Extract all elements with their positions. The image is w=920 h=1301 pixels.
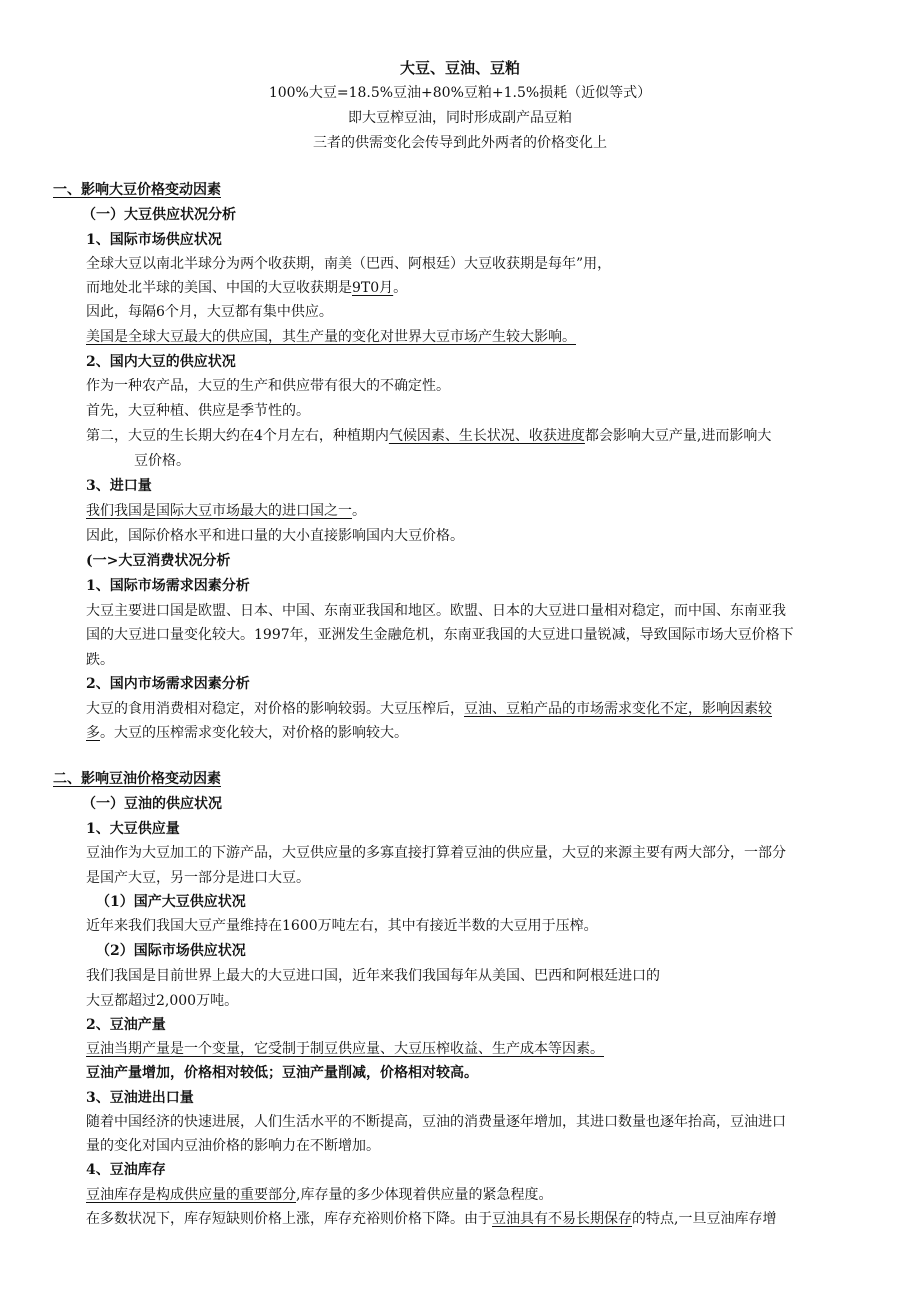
s1-item-3-heading: 3、进口量: [86, 478, 152, 494]
paragraph-line: 豆油作为大豆加工的下游产品，大豆供应量的多寡直接打算着豆油的供应量，大豆的来源主要有两大部分，一部分: [86, 845, 786, 861]
paragraph-line: 豆价格。: [134, 453, 190, 469]
paragraph-line: 随着中国经济的快速进展，人们生活水平的不断提高，豆油的消费量逐年增加，其进口数量也逐年抬高，豆油进口: [86, 1114, 786, 1130]
paragraph-line: 首先，大豆种植、供应是季节性的。: [86, 403, 310, 419]
paragraph-line: [86, 699, 772, 719]
text-span: 大豆的食用消费相对稳定，对价格的影响较弱。大豆压榨后，: [86, 701, 464, 717]
underlined-text: 我们我国是国际大豆市场最大的进口国之一: [86, 503, 352, 519]
paragraph-line: 是国产大豆，另一部分是进口大豆。: [86, 870, 310, 886]
text-span: 第二，大豆的生长期大约在4个月左右，种植期内: [86, 428, 389, 444]
paragraph-line: [86, 501, 366, 521]
paragraph-line: [86, 426, 771, 446]
s2-item-1-heading: 1、大豆供应量: [86, 821, 180, 837]
underlined-text: 9T0月: [352, 280, 394, 296]
paragraph-line: 近年来我们我国大豆产量维持在1600万吨左右，其中有接近半数的大豆用于压榨。: [86, 918, 598, 934]
intro-line-2: 即大豆榨豆油，同时形成副产品豆粕: [348, 110, 572, 126]
underlined-text: 豆油、豆粕产品的市场需求变化不定，影响因素较: [464, 701, 772, 717]
s1-sub2-item-1-heading: 1、国际市场需求因素分析: [86, 578, 250, 594]
text-span: 。大豆的压榨需求变化较大，对价格的影响较大。: [100, 725, 408, 741]
paragraph-line: 大豆都超过2,000万吨。: [86, 993, 239, 1009]
formula-line: 100%大豆=18.5%豆油+80%豆粕+1.5%损耗（近似等式）: [268, 85, 652, 101]
paragraph-line: 作为一种农产品，大豆的生产和供应带有很大的不确定性。: [86, 378, 450, 394]
underlined-line: 豆油当期产量是一个变量，它受制于制豆供应量、大豆压榨收益、生产成本等因素。: [86, 1041, 604, 1057]
paragraph-line: [86, 278, 407, 298]
text-span: 都会影响大豆产量,进而影响大: [584, 428, 772, 444]
paragraph-line: 跌。: [86, 652, 114, 668]
s2-item-2-heading: 2、豆油产量: [86, 1017, 166, 1033]
s2-item-4-heading: 4、豆油库存: [86, 1162, 166, 1178]
underlined-text: 多: [86, 725, 100, 741]
paragraph-line: 国的大豆进口量变化较大。1997年，亚洲发生金融危机，东南亚我国的大豆进口量锐减，导致国际市场大豆价格下: [86, 627, 794, 643]
s2-subsection-1-heading: （一）豆油的供应状况: [82, 796, 222, 812]
s1-subsection-1-heading: （一）大豆供应状况分析: [82, 207, 236, 223]
s2-item-3-heading: 3、豆油进出口量: [86, 1090, 194, 1106]
text-span: 的特点,一旦豆油库存增: [632, 1211, 777, 1227]
underlined-text: 豆油库存是构成供应量的重要部分: [86, 1187, 296, 1203]
s2-numbered-heading-2: （2）国际市场供应状况: [96, 943, 246, 959]
paragraph-line: [86, 1185, 552, 1205]
s1-subsection-2-heading: (一>大豆消费状况分析: [86, 553, 231, 569]
paragraph-line: 因此，国际价格水平和进口量的大小直接影响国内大豆价格。: [86, 528, 464, 544]
document-title: 大豆、豆油、豆粕: [399, 59, 520, 77]
paragraph-line: [86, 723, 408, 743]
section-2-heading: 二、影响豆油价格变动因素: [53, 771, 221, 787]
intro-line-3: 三者的供需变化会传导到此外两者的价格变化上: [313, 135, 607, 151]
section-1-heading: 一、影响大豆价格变动因素: [53, 182, 221, 198]
paragraph-line: 量的变化对国内豆油价格的影响力在不断增加。: [86, 1138, 380, 1154]
s2-numbered-heading-1: （1）国产大豆供应状况: [96, 894, 246, 910]
paragraph-line: 大豆主要进口国是欧盟、日本、中国、东南亚我国和地区。欧盟、日本的大豆进口量相对稳定，而中国、东南亚我: [86, 603, 786, 619]
text-span: 。: [352, 503, 366, 519]
paragraph-line: 我们我国是目前世界上最大的大豆进口国，近年来我们我国每年从美国、巴西和阿根廷进口的: [86, 968, 660, 984]
underlined-line: 美国是全球大豆最大的供应国，其生产量的变化对世界大豆市场产生较大影响。: [86, 329, 576, 345]
s1-item-1-heading: 1、国际市场供应状况: [86, 232, 222, 248]
underlined-text: 气候因素、生长状况、收获进度: [388, 428, 585, 444]
underlined-text: 豆油具有不易长期保存: [492, 1211, 632, 1227]
text-span: 在多数状况下，库存短缺则价格上涨，库存充裕则价格下降。由于: [86, 1211, 492, 1227]
text-span: 。: [393, 280, 408, 296]
paragraph-line: [86, 1209, 776, 1229]
text-span: ,库存量的多少体现着供应量的紧急程度。: [296, 1187, 553, 1203]
s1-item-2-heading: 2、国内大豆的供应状况: [86, 354, 236, 370]
paragraph-line: 因此，每隔6个月，大豆都有集中供应。: [86, 304, 333, 320]
s1-sub2-item-2-heading: 2、国内市场需求因素分析: [86, 676, 250, 692]
text-span: 而地处北半球的美国、中国的大豆收获期是: [86, 280, 352, 296]
paragraph-line: 全球大豆以南北半球分为两个收获期，南美（巴西、阿根廷）大豆收获期是每年”用，: [86, 256, 612, 272]
bold-line: 豆油产量增加，价格相对较低；豆油产量削减，价格相对较高。: [86, 1065, 478, 1081]
